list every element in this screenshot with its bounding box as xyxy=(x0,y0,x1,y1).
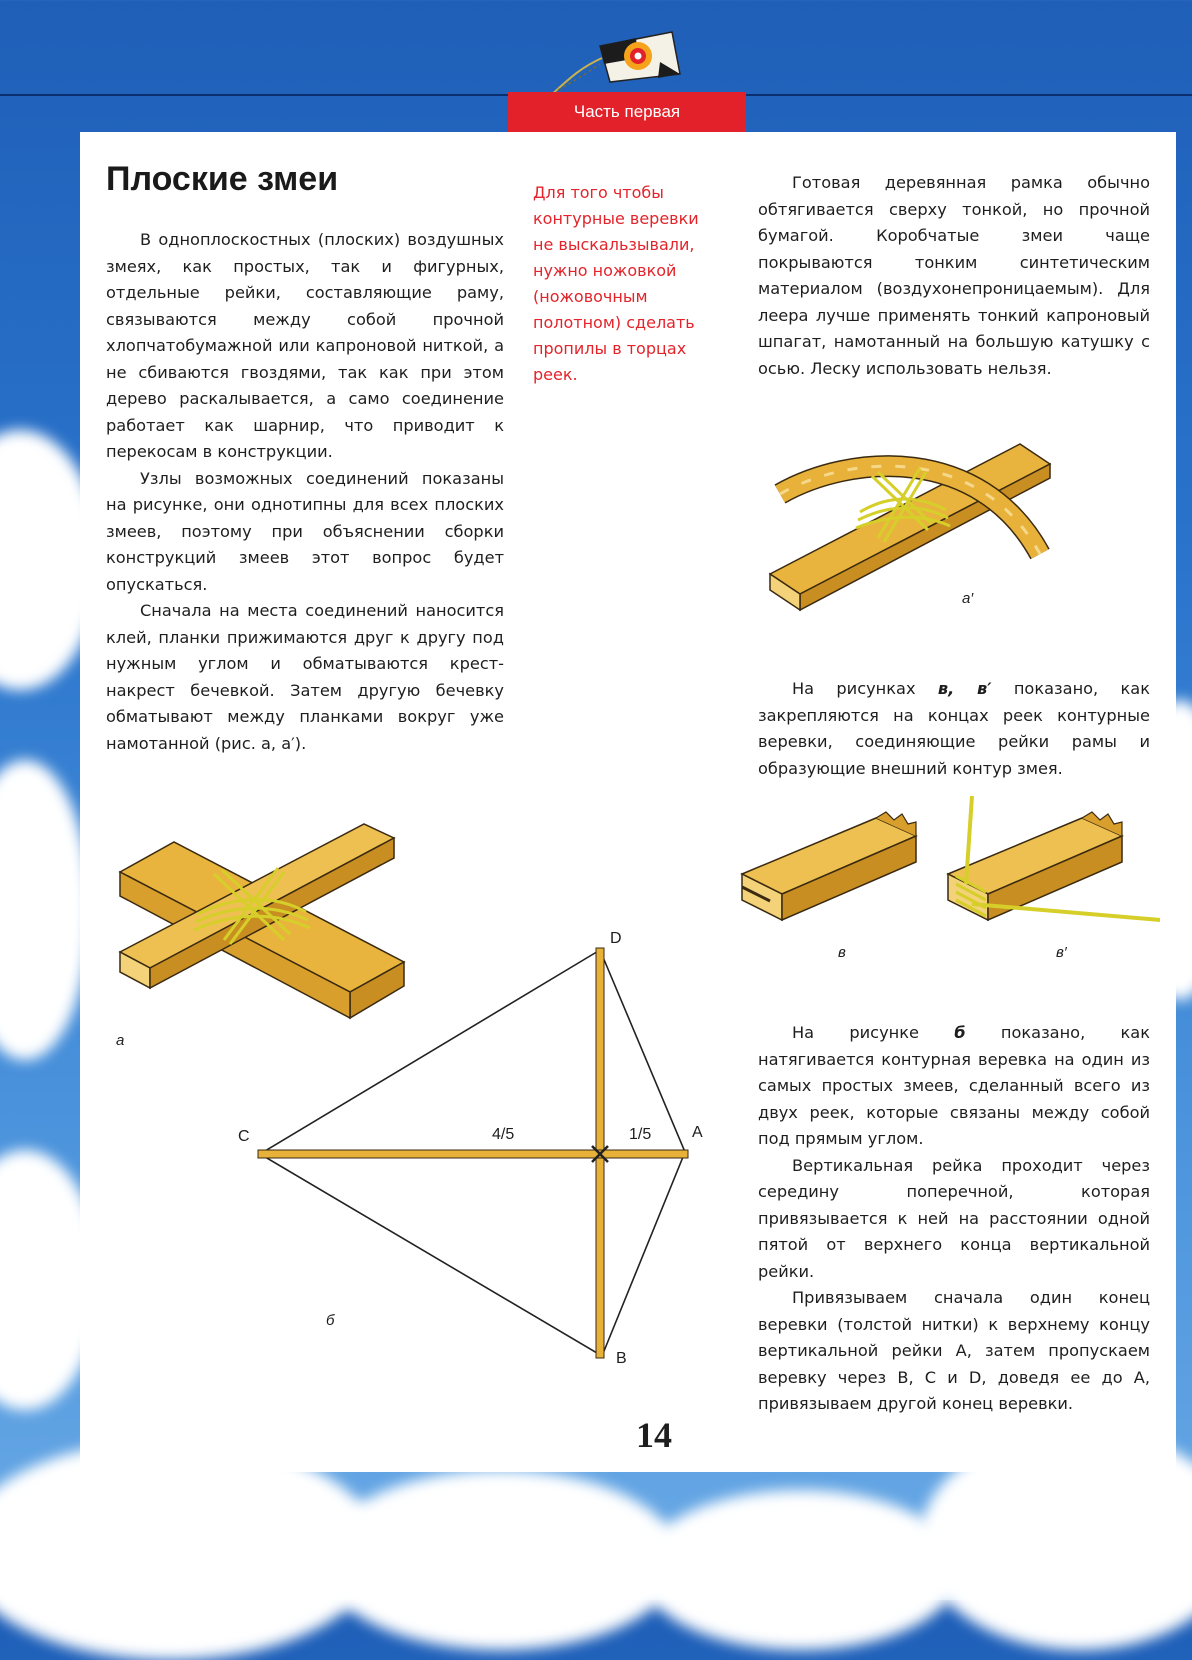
page xyxy=(80,132,1176,1472)
paragraph: Узлы возможных соединений показаны на рисунке, они однотипны для всех плоских змеев, поэтому при объяснении сборки конструкций змеев этот вопрос будет опускаться. xyxy=(106,468,504,594)
figure-v-prime-rail-with-string xyxy=(942,792,1162,942)
column-right-mid xyxy=(758,676,1150,782)
figure-label: а xyxy=(116,1032,125,1049)
figure-label: а′ xyxy=(962,590,974,607)
paragraph: На рисунке б показано, как натягивается контурная веревка на один из самых простых змеев, сделанный всего из двух реек, которые связаны между собой под прямым углом. xyxy=(758,1023,1150,1148)
section-tab: Часть первая xyxy=(508,92,746,132)
page-number: 14 xyxy=(636,1415,672,1455)
point-label-a: A xyxy=(692,1124,703,1141)
column-left xyxy=(106,227,504,757)
column-right-top xyxy=(758,170,1150,382)
figure-label: в′ xyxy=(1056,944,1067,961)
paragraph: Вертикальная рейка проходит через середину поперечной, которая привязывается к ней на расстоянии одной пятой от верхнего конца вертикальной рейки. xyxy=(758,1155,1150,1281)
ratio-label-right: 1/5 xyxy=(629,1126,652,1143)
paragraph: Сначала на места соединений наносится клей, планки прижимаются друг к другу под нужным углом и обматываются крест-накрест бечевкой. Затем другую бечевку обматывают между планками вокруг уже намотанной (рис. а, а′). xyxy=(106,601,504,753)
cloud xyxy=(0,760,90,1060)
ratio-label-left: 4/5 xyxy=(492,1126,515,1143)
point-label-d: D xyxy=(610,930,622,947)
column-right-bottom xyxy=(758,1020,1150,1418)
figure-b-kite-frame xyxy=(240,932,700,1372)
cloud xyxy=(320,1470,680,1650)
figure-v-notched-rail xyxy=(736,808,926,928)
kite-illustration xyxy=(540,18,700,98)
side-note: Для того чтобы контурные веревки не выскальзывали, нужно ножовкой (ножовочным полотном) сделать пропилы в торцах реек. xyxy=(533,183,699,384)
figure-label: б xyxy=(326,1312,335,1329)
point-label-c: C xyxy=(238,1128,250,1145)
paragraph: В одноплоскостных (плоских) воздушных змеях, как простых, так и фигурных, отдельные рейки, составляющие раму, связываются между собой прочной хлопчатобумажной или капроновой ниткой, а не сбиваются гвоздями, так как при этом дерево раскалывается, а само соединение работает как шарнир, что приводит к перекосам в конструкции. xyxy=(106,230,504,461)
paragraph: На рисунках в, в′ показано, как закрепляются на концах реек контурные веревки, соединяющие рейки рамы и образующие внешний контур змея. xyxy=(758,679,1150,778)
paragraph: Привязываем сначала один конец веревки (толстой нитки) к верхнему концу вертикальной рейки А, затем пропускаем веревку через В, С и D, доведя ее до А, привязываем другой конец веревки. xyxy=(758,1288,1150,1413)
figure-a-prime-joint xyxy=(760,434,1080,614)
page-title: Плоские змеи xyxy=(106,160,339,198)
cloud xyxy=(640,1490,960,1650)
point-label-b: B xyxy=(616,1350,627,1367)
figure-label: в xyxy=(838,944,846,961)
paragraph: Готовая деревянная рамка обычно обтягивается сверху тонкой, но прочной бумагой. Коробчатые змеи чаще покрываются тонким синтетическим материалом (воздухонепроницаемым). Для леера лучше применять тонкий капроновый шпагат, намотанный на большую катушку с осью. Леску использовать нельзя. xyxy=(758,173,1150,378)
